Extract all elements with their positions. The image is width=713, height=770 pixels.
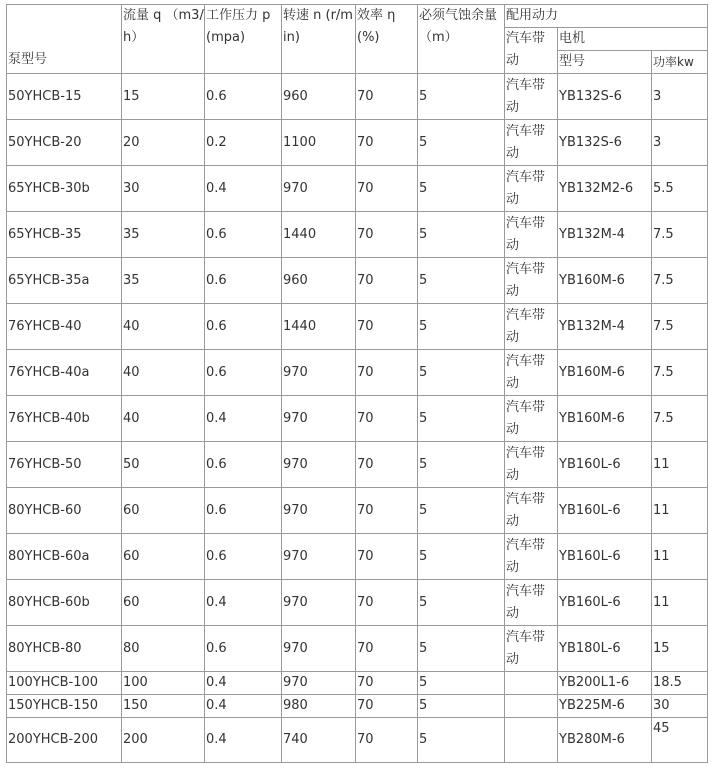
header-speed: 转速 n (r/min) xyxy=(282,5,356,74)
cell-model: 100YHCB-100 xyxy=(7,672,122,695)
cell-model: 76YHCB-40 xyxy=(7,304,122,350)
cell-motor-model: YB225M-6 xyxy=(558,695,652,718)
cell-efficiency: 70 xyxy=(356,74,418,120)
cell-car-drive xyxy=(505,718,558,763)
cell-car-drive: 汽车带动 xyxy=(505,626,558,672)
cell-speed: 960 xyxy=(282,258,356,304)
cell-model: 80YHCB-60b xyxy=(7,580,122,626)
cell-npsh: 5 xyxy=(418,695,505,718)
cell-speed: 970 xyxy=(282,580,356,626)
cell-speed: 980 xyxy=(282,695,356,718)
cell-efficiency: 70 xyxy=(356,396,418,442)
cell-pressure: 0.6 xyxy=(205,74,282,120)
cell-model: 150YHCB-150 xyxy=(7,695,122,718)
cell-car-drive: 汽车带动 xyxy=(505,396,558,442)
cell-pressure: 0.6 xyxy=(205,442,282,488)
cell-efficiency: 70 xyxy=(356,350,418,396)
cell-npsh: 5 xyxy=(418,120,505,166)
cell-flow: 40 xyxy=(122,396,205,442)
cell-speed: 970 xyxy=(282,488,356,534)
header-motor: 电机 xyxy=(558,28,708,51)
cell-car-drive: 汽车带动 xyxy=(505,120,558,166)
table-row xyxy=(7,718,708,763)
cell-power: 11 xyxy=(652,442,708,488)
cell-power: 11 xyxy=(652,534,708,580)
cell-flow: 60 xyxy=(122,488,205,534)
cell-flow: 100 xyxy=(122,672,205,695)
cell-npsh: 5 xyxy=(418,626,505,672)
cell-speed: 970 xyxy=(282,534,356,580)
cell-model: 80YHCB-80 xyxy=(7,626,122,672)
header-npsh: 必须气蚀余量 （m） xyxy=(418,5,505,74)
header-motor-model: 型号 xyxy=(558,51,652,74)
cell-flow: 50 xyxy=(122,442,205,488)
cell-motor-model: YB132S-6 xyxy=(558,120,652,166)
cell-npsh: 5 xyxy=(418,350,505,396)
cell-flow: 35 xyxy=(122,212,205,258)
table-row xyxy=(7,350,708,396)
cell-speed: 740 xyxy=(282,718,356,763)
cell-motor-model: YB132M2-6 xyxy=(558,166,652,212)
table-row xyxy=(7,120,708,166)
cell-pressure: 0.4 xyxy=(205,580,282,626)
table-body xyxy=(7,74,708,763)
cell-pressure: 0.6 xyxy=(205,212,282,258)
cell-power: 7.5 xyxy=(652,212,708,258)
table-row xyxy=(7,672,708,695)
cell-power: 7.5 xyxy=(652,350,708,396)
cell-pressure: 0.6 xyxy=(205,304,282,350)
cell-speed: 970 xyxy=(282,166,356,212)
cell-efficiency: 70 xyxy=(356,258,418,304)
cell-efficiency: 70 xyxy=(356,580,418,626)
cell-speed: 970 xyxy=(282,442,356,488)
cell-flow: 200 xyxy=(122,718,205,763)
cell-npsh: 5 xyxy=(418,534,505,580)
cell-model: 200YHCB-200 xyxy=(7,718,122,763)
cell-model: 65YHCB-30b xyxy=(7,166,122,212)
cell-model: 76YHCB-40b xyxy=(7,396,122,442)
cell-efficiency: 70 xyxy=(356,626,418,672)
table-row xyxy=(7,258,708,304)
cell-efficiency: 70 xyxy=(356,488,418,534)
cell-speed: 970 xyxy=(282,396,356,442)
cell-efficiency: 70 xyxy=(356,718,418,763)
cell-motor-model: YB160L-6 xyxy=(558,488,652,534)
cell-power: 11 xyxy=(652,488,708,534)
cell-pressure: 0.6 xyxy=(205,534,282,580)
cell-power: 5.5 xyxy=(652,166,708,212)
cell-npsh: 5 xyxy=(418,304,505,350)
cell-model: 80YHCB-60a xyxy=(7,534,122,580)
table-row xyxy=(7,304,708,350)
cell-npsh: 5 xyxy=(418,718,505,763)
cell-pressure: 0.6 xyxy=(205,626,282,672)
header-power: 功率kw xyxy=(652,51,708,74)
cell-speed: 970 xyxy=(282,672,356,695)
table-row xyxy=(7,166,708,212)
cell-model: 50YHCB-15 xyxy=(7,74,122,120)
cell-efficiency: 70 xyxy=(356,120,418,166)
header-pump-model: 泵型号 xyxy=(7,5,122,74)
cell-flow: 15 xyxy=(122,74,205,120)
cell-efficiency: 70 xyxy=(356,672,418,695)
cell-car-drive: 汽车带动 xyxy=(505,258,558,304)
cell-power: 7.5 xyxy=(652,304,708,350)
cell-speed: 1100 xyxy=(282,120,356,166)
cell-npsh: 5 xyxy=(418,442,505,488)
table-row xyxy=(7,396,708,442)
cell-motor-model: YB180L-6 xyxy=(558,626,652,672)
cell-flow: 60 xyxy=(122,534,205,580)
spec-table-container xyxy=(6,4,708,763)
cell-car-drive: 汽车带动 xyxy=(505,74,558,120)
cell-npsh: 5 xyxy=(418,488,505,534)
cell-flow: 30 xyxy=(122,166,205,212)
cell-pressure: 0.4 xyxy=(205,695,282,718)
cell-speed: 970 xyxy=(282,626,356,672)
cell-efficiency: 70 xyxy=(356,442,418,488)
cell-flow: 35 xyxy=(122,258,205,304)
cell-pressure: 0.4 xyxy=(205,166,282,212)
cell-flow: 20 xyxy=(122,120,205,166)
cell-speed: 970 xyxy=(282,350,356,396)
table-row xyxy=(7,580,708,626)
cell-power: 18.5 xyxy=(652,672,708,695)
cell-efficiency: 70 xyxy=(356,534,418,580)
cell-power: 45 xyxy=(652,718,708,763)
cell-npsh: 5 xyxy=(418,396,505,442)
table-row xyxy=(7,74,708,120)
table-row xyxy=(7,534,708,580)
cell-efficiency: 70 xyxy=(356,166,418,212)
cell-npsh: 5 xyxy=(418,672,505,695)
cell-motor-model: YB200L1-6 xyxy=(558,672,652,695)
cell-car-drive: 汽车带动 xyxy=(505,534,558,580)
cell-motor-model: YB280M-6 xyxy=(558,718,652,763)
table-row xyxy=(7,488,708,534)
cell-npsh: 5 xyxy=(418,74,505,120)
header-pressure: 工作压力 p (mpa) xyxy=(205,5,282,74)
cell-speed: 1440 xyxy=(282,212,356,258)
cell-car-drive: 汽车带动 xyxy=(505,166,558,212)
table-row xyxy=(7,442,708,488)
cell-speed: 960 xyxy=(282,74,356,120)
cell-efficiency: 70 xyxy=(356,695,418,718)
cell-model: 80YHCB-60 xyxy=(7,488,122,534)
cell-car-drive: 汽车带动 xyxy=(505,580,558,626)
cell-pressure: 0.6 xyxy=(205,350,282,396)
table-row xyxy=(7,212,708,258)
cell-model: 50YHCB-20 xyxy=(7,120,122,166)
cell-motor-model: YB160L-6 xyxy=(558,580,652,626)
cell-power: 7.5 xyxy=(652,396,708,442)
cell-model: 65YHCB-35 xyxy=(7,212,122,258)
cell-car-drive: 汽车带动 xyxy=(505,350,558,396)
cell-flow: 60 xyxy=(122,580,205,626)
cell-power: 7.5 xyxy=(652,258,708,304)
cell-motor-model: YB160L-6 xyxy=(558,534,652,580)
cell-power: 30 xyxy=(652,695,708,718)
cell-model: 65YHCB-35a xyxy=(7,258,122,304)
pump-spec-table xyxy=(6,4,708,763)
cell-flow: 40 xyxy=(122,350,205,396)
cell-power: 3 xyxy=(652,120,708,166)
cell-flow: 80 xyxy=(122,626,205,672)
cell-npsh: 5 xyxy=(418,258,505,304)
cell-motor-model: YB160M-6 xyxy=(558,258,652,304)
table-row xyxy=(7,695,708,718)
cell-flow: 150 xyxy=(122,695,205,718)
cell-car-drive xyxy=(505,695,558,718)
cell-npsh: 5 xyxy=(418,166,505,212)
cell-model: 76YHCB-40a xyxy=(7,350,122,396)
cell-npsh: 5 xyxy=(418,580,505,626)
cell-efficiency: 70 xyxy=(356,304,418,350)
cell-pressure: 0.2 xyxy=(205,120,282,166)
cell-pressure: 0.4 xyxy=(205,672,282,695)
table-row xyxy=(7,626,708,672)
cell-pressure: 0.6 xyxy=(205,488,282,534)
cell-motor-model: YB132M-4 xyxy=(558,212,652,258)
cell-power: 11 xyxy=(652,580,708,626)
cell-speed: 1440 xyxy=(282,304,356,350)
header-efficiency: 效率 η (%) xyxy=(356,5,418,74)
cell-car-drive xyxy=(505,672,558,695)
cell-pressure: 0.4 xyxy=(205,396,282,442)
cell-motor-model: YB132S-6 xyxy=(558,74,652,120)
header-car-drive: 汽车带动 xyxy=(505,28,558,74)
cell-efficiency: 70 xyxy=(356,212,418,258)
cell-motor-model: YB132M-4 xyxy=(558,304,652,350)
cell-pressure: 0.6 xyxy=(205,258,282,304)
cell-car-drive: 汽车带动 xyxy=(505,488,558,534)
cell-car-drive: 汽车带动 xyxy=(505,304,558,350)
header-power-group: 配用动力 xyxy=(505,5,708,28)
cell-motor-model: YB160L-6 xyxy=(558,442,652,488)
cell-pressure: 0.4 xyxy=(205,718,282,763)
cell-model: 76YHCB-50 xyxy=(7,442,122,488)
cell-flow: 40 xyxy=(122,304,205,350)
cell-power: 15 xyxy=(652,626,708,672)
cell-npsh: 5 xyxy=(418,212,505,258)
cell-car-drive: 汽车带动 xyxy=(505,212,558,258)
cell-car-drive: 汽车带动 xyxy=(505,442,558,488)
cell-motor-model: YB160M-6 xyxy=(558,396,652,442)
header-flow: 流量 q （m3/h） xyxy=(122,5,205,74)
cell-motor-model: YB160M-6 xyxy=(558,350,652,396)
cell-power: 3 xyxy=(652,74,708,120)
